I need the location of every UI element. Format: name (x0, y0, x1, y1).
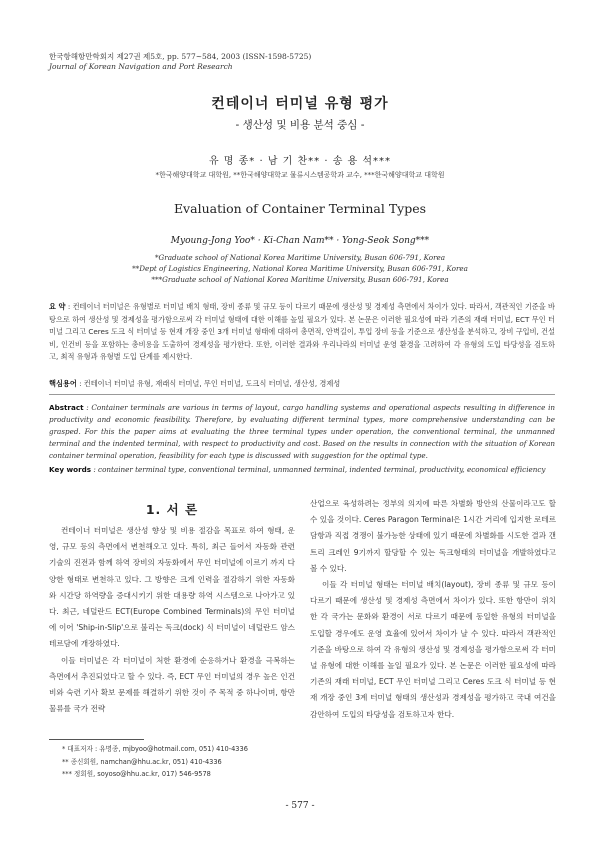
authors-ko: 유 명 종* · 남 기 찬** · 송 용 석*** (208, 156, 392, 167)
affiliation-en-2: **Dept of Logistics Engineering, National Korea Maritime University, Busan 606-791, Korea (132, 264, 468, 273)
affiliation-en-1: *Graduate school of National Korea Maritime University, Busan 606-791, Korea (154, 253, 446, 262)
abstract-en-text: : Container terminals are various in terms of layout, cargo handling systems and operational aspects resulting in difference in productivity and economic feasibility. Therefore, by evaluating different terminal types, more comprehensive understanding can be grasped. For this the paper aims at evaluating the three terminal types under operation, the conventional terminal, the unmanned terminal and the indented terminal, with respect to productivity and cost. Based on the results in connection with the situation of Korean container terminal operation, feasibility for each type is discussed with suggestion for the optimal type. (49, 403, 555, 460)
keywords-ko (49, 378, 555, 391)
body-column-left (49, 523, 295, 717)
paper-title-ko: 컨테이너 터미널 유형 평가 (211, 96, 389, 112)
body-paragraph: 이들 터미널은 각 터미널이 처한 환경에 순응하거나 환경을 극복하는 측면에서 추진되었다고 할 수 있다. 즉, ECT 무인 터미널의 경우 높은 인건비와 숙련 기사 확보 문제를 해결하기 위한 것이 주 목적 중 하나이며, 항만물류를 국가 전략 (49, 655, 295, 714)
footnotes (62, 743, 248, 781)
body-column-right (310, 496, 556, 723)
keywords-ko-label: 핵심용어 (49, 379, 77, 388)
body-paragraph: 이들 각 터미널 형태는 터미널 배치(layout), 장비 종류 및 규모 등이 다르기 때문에 생산성 및 경제성 측면에서 차이가 있다. 또한 항만이 위치한 각 국가는 문화와 환경이 서로 다르기 때문에 동일한 유형의 터미널을 도입할 경우에도 운영 효율에 있어서 차이가 날 수 있다. 따라서 객관적인 기준을 바탕으로 하여 각 유형의 생산성 및 경제성을 평가함으로써 각 터미널 유형에 대한 이해를 높일 필요가 있다. 본 논문은 이러한 필요성에 따라 기존의 재래 터미널, ECT 무인 터미널 그리고 Ceres 도크 식 터미널 등 현재 개장 중인 3계 터미널 형태의 생산성과 경제성을 평가하고 국내 여건을 감안하여 도입의 타당성을 검토하고자 한다. (310, 580, 556, 719)
body-paragraph: 컨테이너 터미널은 생산성 향상 및 비용 절감을 목표로 하여 형태, 운영, 규모 등의 측면에서 변천해오고 있다. 특히, 최근 들어서 자동화 관련 기술의 진전과 함께 하역 장비의 자동화에서 무인 터미널에 이르기 까지 다양한 형태로 변천하고 있다. 그 방향은 크게 인력을 절감하기 위한 자동화와 시간당 하역량을 증대시키기 위한 대용량 하역 시스템으로 나아가고 있다. 최근, 네덜란드 ECT(Europe Combined Terminals)의 무인 터미널에 이어 'Ship-in-Slip'으로 불리는 독크(dock) 식 터미널이 네덜란드 암스테르담에 개장하였다. (49, 526, 295, 649)
keywords-en (49, 464, 555, 477)
footnote: ** 종신회원, namchan@hhu.ac.kr, 051) 410-4336 (62, 757, 222, 766)
affiliations-ko: *한국해양대학교 대학원, **한국해양대학교 물류시스템공학과 교수, ***한국해양대학교 대학원 (155, 171, 445, 179)
divider (49, 394, 555, 395)
footnote-rule (49, 739, 144, 740)
keywords-en-label: Key words (49, 465, 92, 474)
abstract-ko (49, 301, 555, 364)
abstract-ko-label: 요 약 (49, 302, 66, 311)
journal-header (49, 52, 311, 72)
journal-line-en: Journal of Korean Navigation and Port Research (49, 62, 233, 71)
abstract-en-label: Abstract (49, 403, 84, 412)
paper-subtitle-ko: - 생산성 및 비용 분석 중심 - (235, 119, 365, 131)
page-number: - 577 - (285, 801, 315, 811)
abstract-en (49, 402, 555, 462)
abstract-ko-text: : 컨테이너 터미널은 유형별로 터미널 배치 형태, 장비 종류 및 규모 등이 다르기 때문에 생산성 및 경제성 측면에서 차이가 있다. 따라서, 객관적인 기준을 바탕으로 하여 생산성 및 경제성을 평가함으로써 각 터미널 형태에 대한 이해를 높일 필요가 있다. 본 논문은 이러한 필요성에 따라 기존의 재래 터미널, ECT 무인 터미널 그리고 Ceres 도크 식 터미널 등 현재 개장 중인 3개 터미널 형태에 대하여 총면적, 안벽길이, 투입 장비 등을 기준으로 생산성을 분석하고, 장비 구입비, 건설비, 인건비 등을 포함하는 총비용을 도출하여 경제성을 평가한다. 또한, 이러한 결과와 우리나라의 터미널 운영 환경을 고려하여 각 유형의 도입 타당성을 검토하고, 최적 유형과 유형별 도입 단계를 제시한다. (49, 302, 555, 361)
affiliation-en-3: ***Graduate school of National Korea Maritime University, Busan 606-791, Korea (151, 275, 449, 284)
footnote: *** 정회원, soyoso@hhu.ac.kr, 017) 546-9578 (62, 770, 211, 778)
authors-en: Myoung-Jong Yoo* · Ki-Chan Nam** · Yong-Seok Song*** (170, 236, 430, 246)
journal-line-ko: 한국항해항만학회지 제27권 제5호, pp. 577~584, 2003 (ISSN-1598-5725) (49, 52, 312, 61)
paper-title-en: Evaluation of Container Terminal Types (173, 201, 427, 216)
footnote: * 대표저자 : 유명종, mjbyoo@hotmail.com, 051) 410-4336 (62, 745, 248, 753)
keywords-en-text: : container terminal type, conventional terminal, unmanned terminal, indented terminal, productivity, economical efficiency (91, 465, 546, 474)
keywords-ko-text: : 컨테이너 터미널 유형, 재래식 터미널, 무인 터미널, 도크식 터미널, 생산성, 경제성 (76, 379, 341, 388)
body-paragraph: 산업으로 육성하려는 정부의 의지에 따른 차별화 방안의 산물이라고도 할 수 있을 것이다. Ceres Paragon Terminal은 1시간 거리에 입지한 로테르담항과 직접 경쟁이 불가능한 상태에 있기 때문에 차별화를 시도한 결과 갠트리 크레인 9기까지 할당할 수 있는 독크형태의 터미널을 개발하였다고 볼 수 있다. (310, 499, 556, 573)
section-title: 1. 서 론 (145, 502, 199, 517)
